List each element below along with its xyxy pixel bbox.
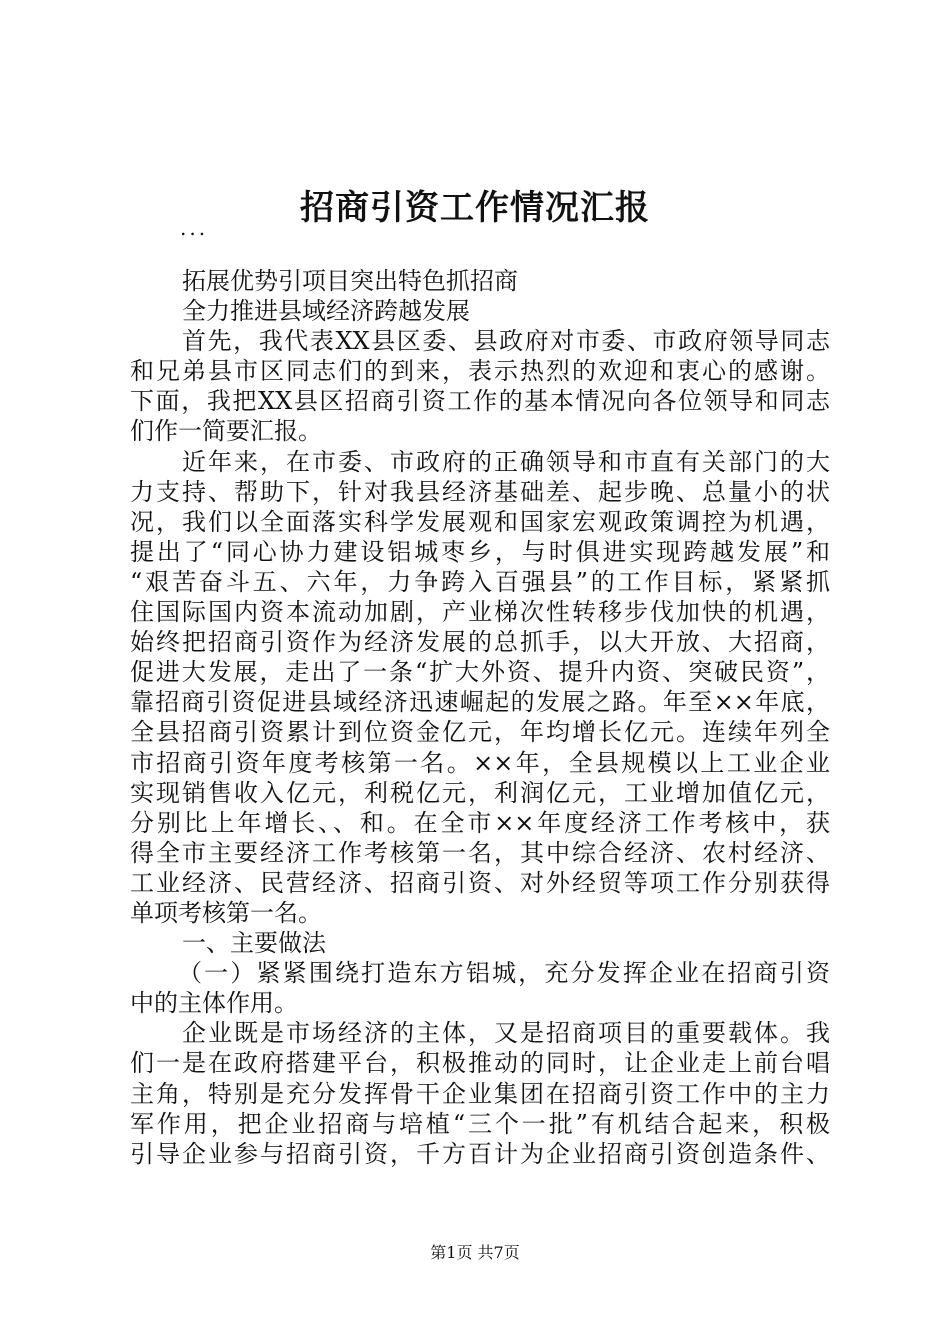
paragraph-line: 军作用，把企业招商与培植“三个一批”有机结合起来，积极 <box>130 1109 830 1138</box>
paragraph-2 <box>130 447 830 929</box>
subsection-heading <box>130 958 830 1018</box>
paragraph-line: 们一是在政府搭建平台，积极推动的同时，让企业走上前台唱 <box>130 1049 830 1078</box>
paragraph-line: 和兄弟县市区同志们的到来，表示热烈的欢迎和衷心的感谢。 <box>130 357 830 386</box>
subtitle-line-1: 拓展优势引项目突出特色抓招商 <box>182 267 518 295</box>
paragraph-line: 全县招商引资累计到位资金亿元，年均增长亿元。连续年列全 <box>130 718 830 747</box>
section-heading: 一、主要做法 <box>182 929 326 958</box>
paragraph-line: 近年来，在市委、市政府的正确领导和市直有关部门的大 <box>182 447 830 476</box>
paragraph-line: 实现销售收入亿元，利税亿元，利润亿元，工业增加值亿元， <box>130 778 830 807</box>
paragraph-line: 市招商引资年度考核第一名。××年，全县规模以上工业企业 <box>130 748 830 777</box>
paragraph-line: “艰苦奋斗五、六年，力争跨入百强县”的工作目标，紧紧抓 <box>130 567 830 596</box>
paragraph-line: 靠招商引资促进县域经济迅速崛起的发展之路。年至××年底， <box>130 688 830 717</box>
paragraph-line: 始终把招商引资作为经济发展的总抓手，以大开放、大招商， <box>130 628 830 657</box>
paragraph-line: 工业经济、民营经济、招商引资、对外经贸等项工作分别获得 <box>130 868 830 897</box>
paragraph-3 <box>130 1018 830 1168</box>
page-footer: 第1页 共7页 <box>430 1243 520 1262</box>
paragraph-line: 况，我们以全面落实科学发展观和国家宏观政策调控为机遇， <box>130 507 830 536</box>
paragraph-line: 引导企业参与招商引资，千方百计为企业招商引资创造条件、 <box>130 1139 830 1168</box>
paragraph-line: 得全市主要经济工作考核第一名，其中综合经济、农村经济、 <box>130 838 830 867</box>
paragraph-line: 主角，特别是充分发挥骨干企业集团在招商引资工作中的主力 <box>130 1079 830 1108</box>
paragraph-line: 提出了“同心协力建设铝城枣乡，与时俱进实现跨越发展”和 <box>130 537 830 566</box>
document-body <box>130 266 830 1169</box>
paragraph-line: 中的主体作用。 <box>130 989 298 1018</box>
document-title: 招商引资工作情况汇报 <box>300 188 650 228</box>
subtitle-line-2: 全力推进县域经济跨越发展 <box>182 297 470 326</box>
paragraph-line: 力支持、帮助下，针对我县经济基础差、起步晚、总量小的状 <box>130 477 830 506</box>
paragraph-1 <box>130 326 830 446</box>
paragraph-line: 住国际国内资本流动加剧，产业梯次性转移步伐加快的机遇， <box>130 598 830 627</box>
paragraph-line: 首先，我代表XX县区委、县政府对市委、市政府领导同志 <box>182 327 830 356</box>
ellipsis-marker: ... <box>180 216 209 240</box>
paragraph-line: 们作一简要汇报。 <box>130 417 322 446</box>
paragraph-line: 促进大发展，走出了一条“扩大外资、提升内资、突破民资”， <box>130 658 830 687</box>
paragraph-line: 单项考核第一名。 <box>130 898 322 927</box>
paragraph-line: （一）紧紧围绕打造东方铝城，充分发挥企业在招商引资 <box>178 959 830 988</box>
paragraph-line: 企业既是市场经济的主体，又是招商项目的重要载体。我 <box>182 1019 830 1048</box>
paragraph-line: 分别比上年增长、、和。在全市××年度经济工作考核中，获 <box>130 808 830 837</box>
paragraph-line: 下面，我把XX县区招商引资工作的基本情况向各位领导和同志 <box>130 387 830 416</box>
